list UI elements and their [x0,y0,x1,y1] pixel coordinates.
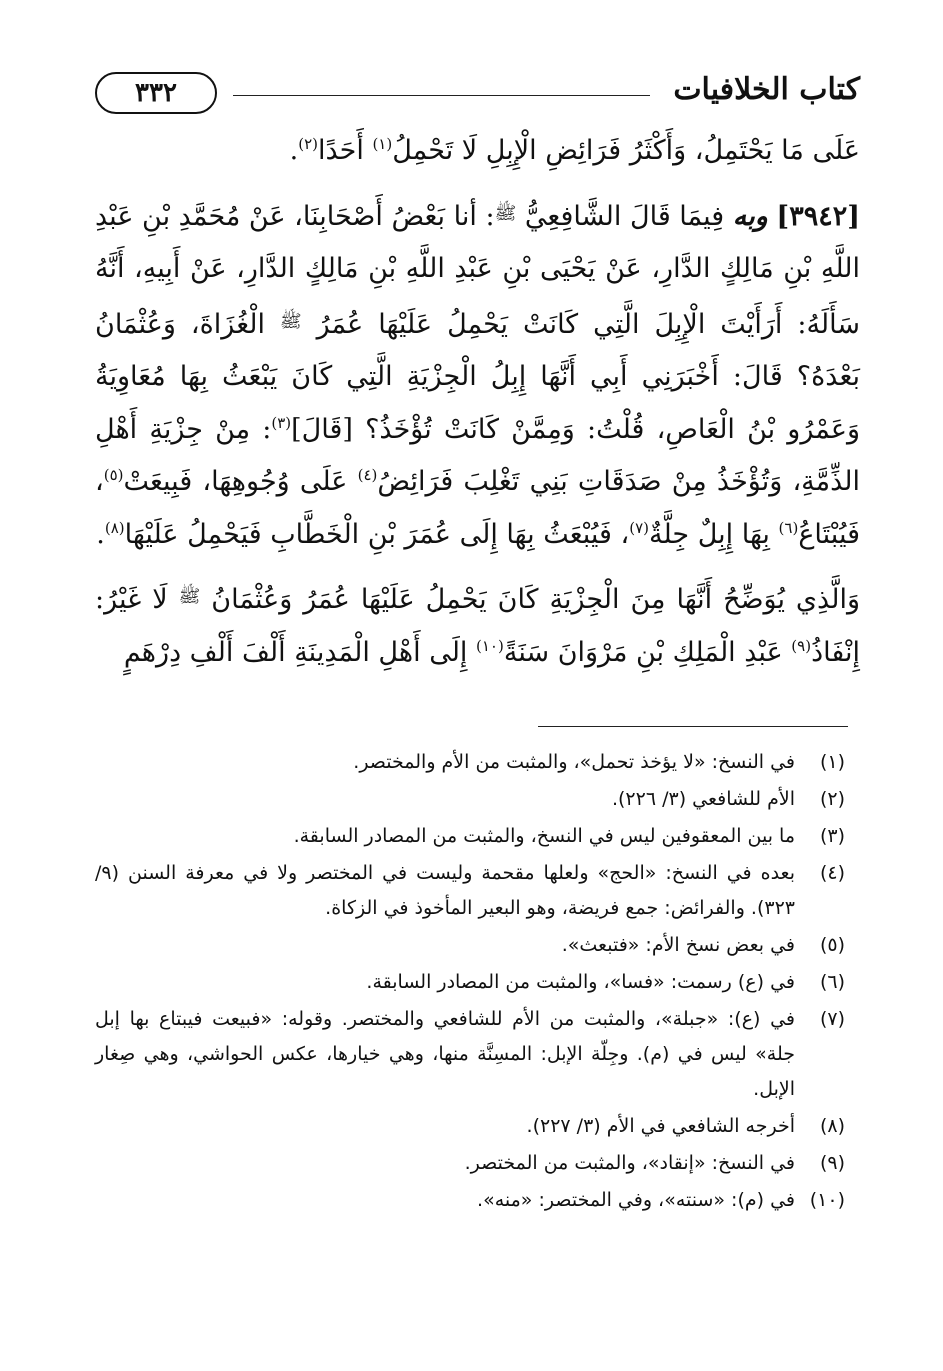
header-rule [233,95,650,96]
footnote-item [95,1002,845,1107]
text-run: لَا غَيْرُ: إِنْفَاذُ [95,584,860,668]
text-run: عَلَى وُجُوهِهَا، فَبِيعَتْ [123,466,358,497]
footnote-number: (٣) [819,825,845,847]
footnotes [95,745,845,1220]
honorific-glyph: ﷺ [178,586,201,607]
paragraph-continuation [95,125,860,178]
footnote-number: (٦) [819,971,845,993]
text-run: ، فَيُبْتَاعُ [95,466,860,550]
text-run: بِهَا إِبِلٌ جِلَّةٌ [649,518,779,550]
text-run: إِلَى أَهْلِ الْمَدِينَةِ أَلْفَ أَلْفِ دِرْهَمٍ [123,636,477,668]
text-run: ، فَيُبْعَثُ بِهَا إِلَى عُمَرَ بْنِ الْخَطَّابِ فَيَحْمِلُ عَلَيْهَا [124,518,630,550]
footnote-item [95,819,845,854]
footnote-item [95,928,845,963]
footnote-text: في (م): «سنته»، وفي المختصر: «منه». [477,1189,795,1211]
footnote-number: (١٠) [809,1189,845,1211]
footnote-text: في (ع) رسمت: «فسا»، والمثبت من المصادر السابقة. [366,971,795,993]
footnote-ref[interactable]: (٩) [791,636,812,655]
footnote-text: في النسخ: «لا يؤخذ تحمل»، والمثبت من الأم والمختصر. [353,751,795,773]
text-run: وَالَّذِي يُوَضِّحُ أَنَّهَا مِنَ الْجِزْيَةِ كَانَ يَحْمِلُ عَلَيْهَا عُمَرُ وَعُثْمَانُ [200,584,860,615]
footnote-text: ما بين المعقوفين ليس في النسخ، والمثبت من المصادر السابقة. [293,825,795,847]
text-run: أَحَدًا [317,135,373,166]
page-header [95,70,860,120]
commentary-paragraph [95,571,860,679]
footnote-text: أخرجه الشافعي في الأم (٣/ ٢٢٧). [526,1115,795,1137]
footnote-ref[interactable]: (٤) [357,466,378,484]
chain-marker: وبه [732,200,768,232]
footnote-text: في النسخ: «إنقاد»، والمثبت من المختصر. [464,1152,795,1174]
footnote-text: في (ع): «جبلة»، والمثبت من الأم للشافعي والمختصر. وقوله: «فبيعت فيبتاع بها إبل جلة» ليس في (م). وجِلّة الإبل: المسِنَّة منها، وهي خيارها، عكس الحواشي، وهي صِغار الإبل. [95,1008,795,1100]
footnote-ref[interactable]: (٦) [778,518,799,537]
footnote-item [95,782,845,817]
footnote-item [95,1183,845,1218]
hadith-number: [٣٩٤٢] [776,200,860,232]
footnote-text: في بعض نسخ الأم: «فتبعث». [561,934,795,956]
footnote-item [95,965,845,1000]
text-run: الْغُزَاةَ، وَعُثْمَانُ بَعْدَهُ؟ قَالَ: أَخْبَرَنِي أَبِي أَنَّهَا إِبِلُ الْجِزْيَةِ الَّتِي كَانَ يَبْعَثُ بِهَا مُعَاوِيَةُ وَعَمْرُو بْنُ الْعَاصِ، قُلْتُ: وَمِمَّنْ كَانَتْ تُؤْخَذُ؟ [قَالَ] [95,308,860,445]
footnote-ref[interactable]: (٢) [298,135,318,153]
footnote-item [95,1146,845,1181]
footnote-item [95,856,845,926]
text-run: : أنا بَعْضُ أَصْحَابِنَا، عَنْ مُحَمَّدِ بْنِ عَبْدِ اللَّهِ بْنِ مَالِكٍ الدَّارِ، عَنْ يَحْيَى بْنِ عَبْدِ اللَّهِ بْنِ مَالِكٍ الدَّارِ، عَنْ أَبِيهِ، أَنَّهُ سَأَلَهُ: أَرَأَيْتَ الْإِبِلَ الَّتِي كَانَتْ يَحْمِلُ عَلَيْهَا عُمَرُ [95,200,860,340]
footnote-number: (٥) [819,934,845,956]
footnote-number: (١) [819,751,845,773]
page-number-badge [95,72,217,114]
text-run: : مِنْ جِزْيَةِ أَهْلِ الذِّمَّةِ، وَتُؤْخَذُ مِنْ صَدَقَاتِ بَنِي تَغْلِبَ فَرَائِضُ [95,413,860,497]
footnote-number: (٧) [819,1008,845,1030]
footnote-item [95,1109,845,1144]
text-run: . [289,135,299,166]
footnote-ref[interactable]: (١٠) [476,636,504,655]
hadith-paragraph [95,188,860,562]
footnote-ref[interactable]: (٧) [629,518,650,537]
footnote-number: (٤) [819,862,845,884]
footnote-separator [538,726,848,727]
footnote-number: (٢) [819,788,845,810]
footnote-ref[interactable]: (٨) [104,518,125,537]
main-text [95,125,860,679]
text-run: عَلَى مَا يَحْتَمِلُ، وَأَكْثَرُ فَرَائِضِ الْإِبِلِ لَا تَحْمِلُ [392,135,860,166]
footnote-number: (٩) [819,1152,845,1174]
text-run: . [96,518,105,550]
footnote-item [95,745,845,780]
running-title: كتاب الخلافيات [673,72,860,107]
footnote-ref[interactable]: (١) [372,135,393,153]
footnote-ref[interactable]: (٣) [271,413,292,432]
honorific-glyph: ﷺ [494,202,517,224]
honorific-glyph: ﷺ [279,310,302,332]
footnote-number: (٨) [819,1115,845,1137]
footnote-text: بعده في النسخ: «الحج» ولعلها مقحمة وليست في المختصر ولا في معرفة السنن (٩/ ٣٢٣). والفرائض: جمع فريضة، وهو البعير المأخوذ في الزكاة. [95,862,795,919]
text-run: عَبْدِ الْمَلِكِ بْنِ مَرْوَانَ سَنَةً [503,636,792,668]
text-run: فِيمَا قَالَ الشَّافِعِيُّ [516,200,733,232]
footnote-text: الأم للشافعي (٣/ ٢٢٦). [611,788,795,810]
footnote-ref[interactable]: (٥) [103,466,124,484]
page-number: ٣٣٢ [135,78,177,108]
